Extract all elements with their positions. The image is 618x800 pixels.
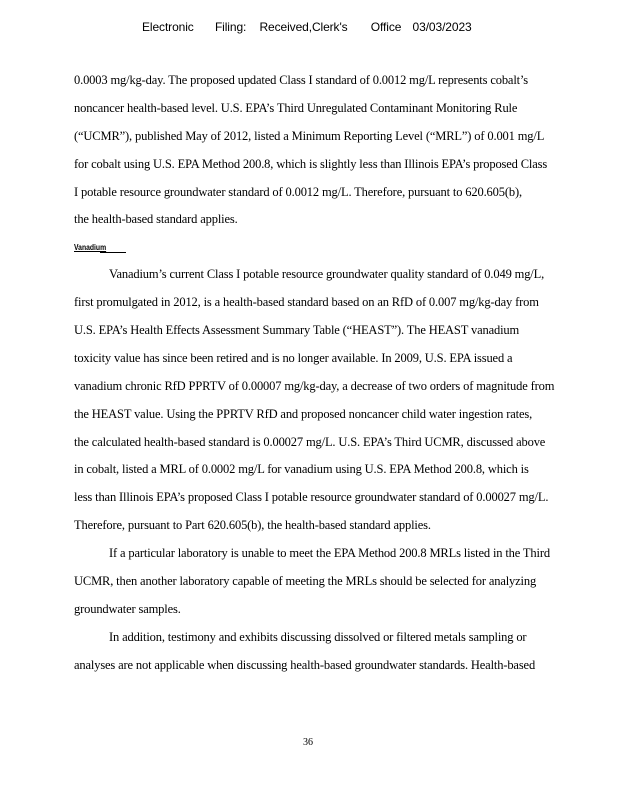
vanadium-line-3: U.S. EPA’s Health Effects Assessment Summary Table (“HEAST”). The HEAST vanadium [74,323,520,337]
header-filing: Filing: [214,20,247,34]
header-electronic: Electronic [142,20,194,34]
filing-header [142,20,472,34]
vanadium-line-7: the calculated health-based standard is 0.00027 mg/L. U.S. EPA’s Third UCMR, discussed above [74,435,546,449]
page-number: 36 [303,737,313,748]
heading-underline [100,252,126,253]
header-office: Office [370,20,402,34]
header-received: Received,Clerk's [259,20,348,34]
cobalt-line-6: the health-based standard applies. [74,212,238,226]
vanadium-line-6: the HEAST value. Using the PPRTV RfD and proposed noncancer child water ingestion rates, [74,407,533,421]
cobalt-line-5: I potable resource groundwater standard of 0.0012 mg/L. Therefore, pursuant to 620.605(b), [74,185,522,199]
vanadium-line-1: Vanadium’s current Class I potable resource groundwater quality standard of 0.049 mg/L, [109,267,545,281]
cobalt-line-2: noncancer health-based level. U.S. EPA’s Third Unregulated Contaminant Monitoring Rule [74,101,518,115]
vanadium-line-8: in cobalt, listed a MRL of 0.0002 mg/L for vanadium using U.S. EPA Method 200.8, which is [74,462,529,476]
header-date: 03/03/2023 [412,20,472,34]
testimony-line-2: analyses are not applicable when discussing health-based groundwater standards. Health-based [74,658,536,672]
cobalt-line-4: for cobalt using U.S. EPA Method 200.8, which is slightly less than Illinois EPA’s proposed Class [74,157,548,171]
vanadium-line-9: less than Illinois EPA’s proposed Class I potable resource groundwater standard of 0.00027 mg/L. [74,490,549,504]
vanadium-line-5: vanadium chronic RfD PPRTV of 0.00007 mg/kg-day, a decrease of two orders of magnitude from [74,379,555,393]
lab-line-2: UCMR, then another laboratory capable of meeting the MRLs should be selected for analyzing [74,574,537,588]
vanadium-heading: Vanadium [74,242,107,252]
lab-line-3: groundwater samples. [74,602,181,616]
vanadium-line-2: first promulgated in 2012, is a health-based standard based on an RfD of 0.007 mg/kg-day from [74,295,539,309]
testimony-line-1: In addition, testimony and exhibits discussing dissolved or filtered metals sampling or [109,630,527,644]
cobalt-line-3: (“UCMR”), published May of 2012, listed a Minimum Reporting Level (“MRL”) of 0.001 mg/L [74,129,545,143]
lab-line-1: If a particular laboratory is unable to meet the EPA Method 200.8 MRLs listed in the Third [109,546,550,560]
cobalt-line-1: 0.0003 mg/kg-day. The proposed updated Class I standard of 0.0012 mg/L represents cobalt’s [74,73,528,87]
vanadium-line-10: Therefore, pursuant to Part 620.605(b), the health-based standard applies. [74,518,431,532]
vanadium-line-4: toxicity value has since been retired and is no longer available. In 2009, U.S. EPA issued a [74,351,513,365]
